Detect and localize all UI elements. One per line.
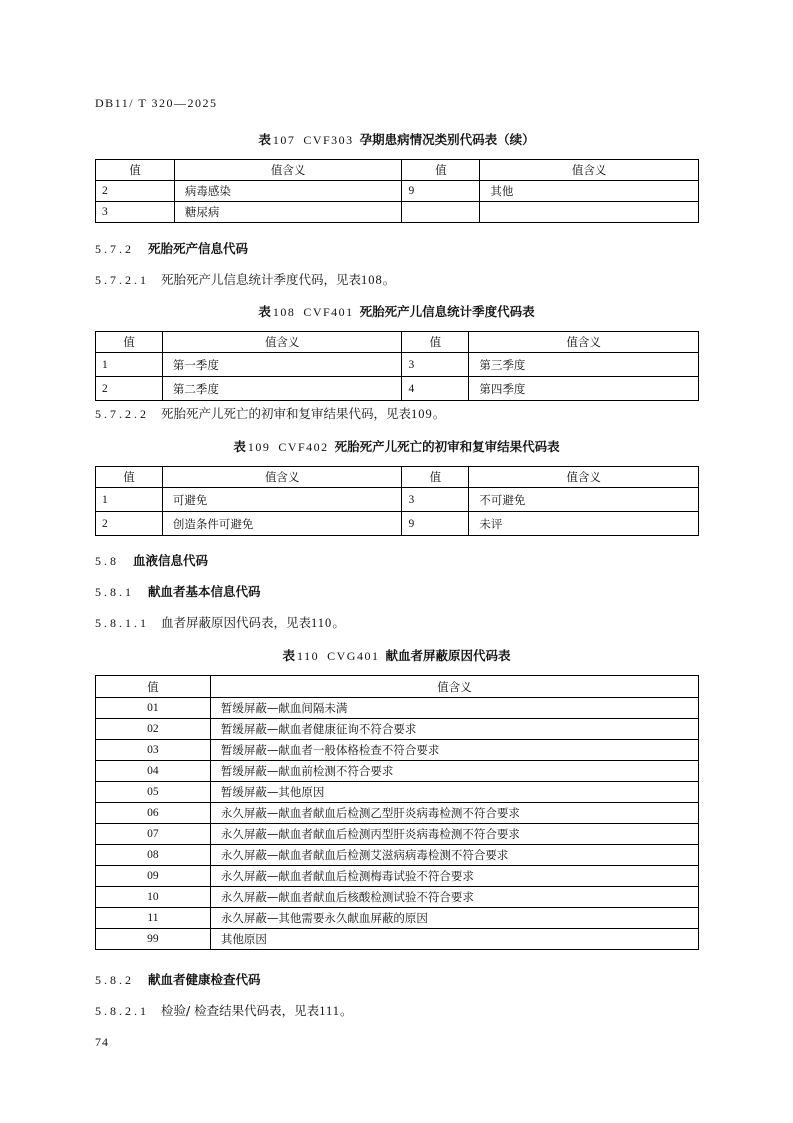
cell-meaning: 永久屏蔽—献血者献血后检测梅毒试验不符合要求: [210, 866, 698, 887]
header-value: 值: [96, 676, 211, 698]
cell-value: 9: [402, 181, 480, 202]
table-row: [96, 803, 699, 824]
header-meaning: 值含义: [469, 467, 699, 488]
clause-end: 。: [382, 272, 396, 287]
paragraph-5-7-2-1: [95, 270, 395, 288]
table-reference: 111: [319, 1004, 341, 1018]
cell-value: 1: [96, 353, 163, 377]
cell-meaning: 病毒感染: [174, 181, 402, 202]
caption-number: 110: [297, 649, 320, 663]
cell-value: 07: [96, 824, 211, 845]
cell-meaning: 未评: [469, 512, 699, 536]
section-title: 血液信息代码: [133, 553, 209, 568]
standard-code: DB11/ T 320—2025: [95, 96, 218, 110]
caption-title: 死胎死产儿信息统计季度代码表: [359, 304, 535, 319]
clause-end: 。: [340, 1003, 353, 1018]
cell-meaning: 第四季度: [469, 377, 699, 401]
header-meaning: 值含义: [162, 332, 402, 353]
caption-title: 孕期患病情况类别代码表（续）: [359, 132, 535, 147]
header-value: 值: [402, 467, 469, 488]
cell-value: 10: [96, 887, 211, 908]
cell-meaning: 永久屏蔽—献血者献血后检测艾滋病病毒检测不符合要求: [210, 845, 698, 866]
clause-text: 死胎死产儿死亡的初审和复审结果代码，见表: [161, 406, 412, 421]
table-110-caption: [0, 646, 793, 664]
table-108-caption: [0, 302, 793, 320]
header-value: 值: [96, 467, 163, 488]
cell-value: 4: [402, 377, 469, 401]
cell-value: 09: [96, 866, 211, 887]
table-row: [96, 782, 699, 803]
table-reference: 109: [411, 407, 433, 421]
clause-number: 5.8.2.1: [95, 1004, 149, 1018]
section-number: 5.8: [95, 554, 119, 568]
cell-meaning: 暂缓屏蔽—献血前检测不符合要求: [210, 761, 698, 782]
section-number: 5.7.2: [95, 242, 134, 256]
cell-meaning: 第二季度: [162, 377, 402, 401]
table-reference: 108: [361, 273, 383, 287]
cell-meaning: 创造条件可避免: [162, 512, 402, 536]
table-row: [96, 845, 699, 866]
cell-meaning: 暂缓屏蔽—献血者一般体格检查不符合要求: [210, 740, 698, 761]
table-row: [96, 512, 699, 536]
paragraph-5-7-2-2: [95, 404, 445, 422]
table-109-caption: [0, 437, 793, 455]
cell-meaning: 第三季度: [469, 353, 699, 377]
cell-meaning: 永久屏蔽—献血者献血后检测乙型肝炎病毒检测不符合要求: [210, 803, 698, 824]
table-header-row: [96, 332, 699, 353]
cell-value: 08: [96, 845, 211, 866]
caption-code: CVG401: [327, 649, 380, 663]
table-reference: 110: [311, 616, 333, 630]
cell-meaning: 永久屏蔽—其他需要永久献血屏蔽的原因: [210, 908, 698, 929]
cell-value: 02: [96, 719, 211, 740]
header-meaning: 值含义: [469, 332, 699, 353]
section-heading-5-8-1: [95, 582, 261, 600]
paragraph-5-8-1-1: [95, 613, 345, 631]
table-row: [96, 887, 699, 908]
page-number: 74: [95, 1035, 109, 1049]
clause-text: 血者屏蔽原因代码表，见表: [161, 615, 312, 630]
table-row: [96, 929, 699, 950]
header-meaning: 值含义: [162, 467, 402, 488]
cell-value: 3: [402, 353, 469, 377]
section-heading-5-8: [95, 551, 208, 569]
cell-value: 1: [96, 488, 163, 512]
section-heading-5-7-2: [95, 239, 248, 257]
cell-meaning: 暂缓屏蔽—献血者健康征询不符合要求: [210, 719, 698, 740]
caption-number: 107: [272, 133, 296, 147]
caption-code: CVF303: [303, 133, 354, 147]
cell-value: 11: [96, 908, 211, 929]
table-row: [96, 866, 699, 887]
table-row: [96, 719, 699, 740]
header-meaning: 值含义: [210, 676, 698, 698]
header-value: 值: [402, 332, 469, 353]
table-row: [96, 698, 699, 719]
table-row: [96, 181, 699, 202]
table-108: [95, 331, 699, 401]
clause-text: 死胎死产儿信息统计季度代码，见表: [161, 272, 362, 287]
table-header-row: [96, 160, 699, 181]
table-row: [96, 761, 699, 782]
cell-value: 06: [96, 803, 211, 824]
section-number: 5.8.2: [95, 973, 134, 987]
cell-meaning: 暂缓屏蔽—献血间隔未满: [210, 698, 698, 719]
cell-value: 3: [402, 488, 469, 512]
table-row: [96, 377, 699, 401]
table-109: [95, 466, 699, 536]
cell-meaning: 永久屏蔽—献血者献血后核酸检测试验不符合要求: [210, 887, 698, 908]
cell-value: 99: [96, 929, 211, 950]
header-meaning: 值含义: [174, 160, 402, 181]
caption-number: 109: [247, 440, 271, 454]
caption-prefix: 表: [282, 648, 296, 663]
clause-text: 检验/ 检查结果代码表，见表: [161, 1003, 320, 1018]
table-row: [96, 353, 699, 377]
cell-meaning: 可避免: [162, 488, 402, 512]
table-107: [95, 159, 699, 223]
section-title: 死胎死产信息代码: [148, 241, 249, 256]
caption-prefix: 表: [258, 304, 271, 319]
cell-value: 01: [96, 698, 211, 719]
header-value: 值: [96, 160, 175, 181]
cell-value: 04: [96, 761, 211, 782]
cell-meaning: 永久屏蔽—献血者献血后检测丙型肝炎病毒检测不符合要求: [210, 824, 698, 845]
clause-end: 。: [332, 615, 345, 630]
table-row: [96, 908, 699, 929]
cell-value: 05: [96, 782, 211, 803]
section-title: 献血者健康检查代码: [148, 972, 261, 987]
section-title: 献血者基本信息代码: [148, 584, 261, 599]
section-number: 5.8.1: [95, 585, 134, 599]
caption-title: 死胎死产儿死亡的初审和复审结果代码表: [334, 439, 560, 454]
clause-number: 5.7.2.1: [95, 273, 149, 287]
cell-meaning: 不可避免: [469, 488, 699, 512]
cell-value: 03: [96, 740, 211, 761]
table-107-caption: [0, 130, 793, 148]
caption-code: CVF402: [278, 440, 329, 454]
clause-number: 5.7.2.2: [95, 407, 149, 421]
table-row: [96, 740, 699, 761]
cell-value: 2: [96, 181, 175, 202]
table-header-row: [96, 676, 699, 698]
cell-value: [402, 202, 480, 223]
cell-meaning: 第一季度: [162, 353, 402, 377]
cell-meaning: 其他原因: [210, 929, 698, 950]
caption-code: CVF401: [303, 305, 354, 319]
header-value: 值: [96, 332, 163, 353]
header-meaning: 值含义: [480, 160, 699, 181]
cell-value: 2: [96, 512, 163, 536]
section-heading-5-8-2: [95, 970, 261, 988]
clause-number: 5.8.1.1: [95, 616, 149, 630]
table-110: [95, 675, 699, 950]
cell-meaning: 暂缓屏蔽—其他原因: [210, 782, 698, 803]
cell-value: 3: [96, 202, 175, 223]
cell-value: 9: [402, 512, 469, 536]
paragraph-5-8-2-1: [95, 1001, 353, 1019]
cell-meaning: 糖尿病: [174, 202, 402, 223]
table-header-row: [96, 467, 699, 488]
caption-number: 108: [272, 305, 296, 319]
cell-meaning: 其他: [480, 181, 699, 202]
table-row: [96, 202, 699, 223]
header-value: 值: [402, 160, 480, 181]
clause-end: 。: [432, 406, 446, 421]
caption-prefix: 表: [233, 439, 246, 454]
caption-title: 献血者屏蔽原因代码表: [385, 648, 511, 663]
caption-prefix: 表: [258, 132, 271, 147]
table-row: [96, 488, 699, 512]
cell-meaning: [480, 202, 699, 223]
cell-value: 2: [96, 377, 163, 401]
table-row: [96, 824, 699, 845]
